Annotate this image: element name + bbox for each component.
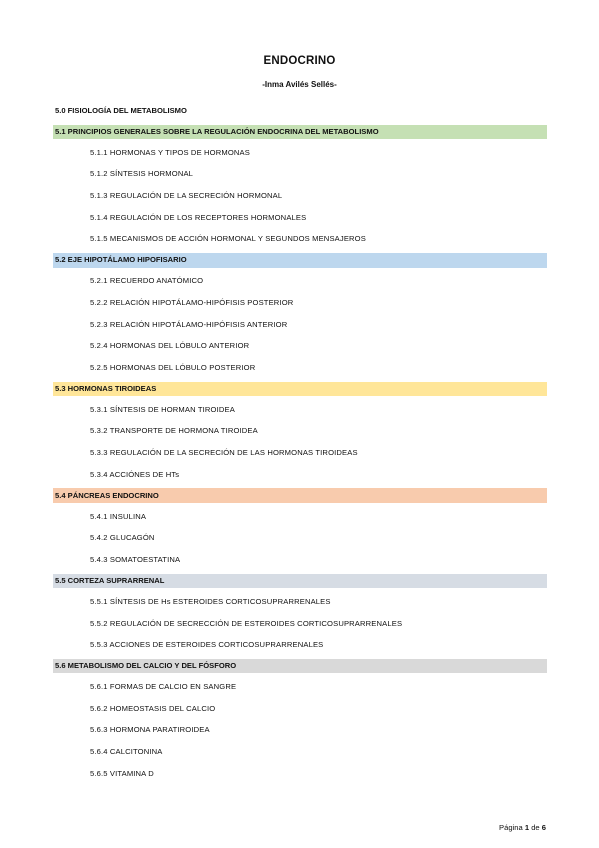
toc-subsection-item: 5.3.1 SÍNTESIS DE HORMAN TIROIDEA — [90, 404, 235, 414]
toc-subsection-item: 5.4.3 SOMATOESTATINA — [90, 554, 181, 564]
document-title: ENDOCRINO — [263, 55, 336, 67]
toc-subsection-item: 5.1.4 REGULACIÓN DE LOS RECEPTORES HORMONALES — [90, 212, 307, 222]
footer-page-number: 1 — [524, 823, 530, 832]
toc-section-header: 5.3 HORMONAS TIROIDEAS — [53, 382, 547, 397]
toc-subsection-item: 5.2.1 RECUERDO ANATÓMICO — [90, 276, 204, 286]
toc-subsection-item: 5.2.4 HORMONAS DEL LÓBULO ANTERIOR — [90, 341, 250, 351]
toc-subsection-item: 5.5.2 REGULACIÓN DE SECRECCIÓN DE ESTEROIDES CORTICOSUPRARRENALES — [90, 618, 403, 628]
toc-heading: 5.0 FISIOLOGÍA DEL METABOLISMO — [55, 105, 187, 115]
footer-total-pages: 6 — [541, 823, 546, 832]
toc-subsection-item: 5.1.1 HORMONAS Y TIPOS DE HORMONAS — [90, 147, 250, 157]
toc-subsection-item: 5.2.5 HORMONAS DEL LÓBULO POSTERIOR — [90, 362, 256, 372]
toc-subsection-item: 5.6.2 HOMEOSTASIS DEL CALCIO — [90, 703, 216, 713]
toc-section-header: 5.1 PRINCIPIOS GENERALES SOBRE LA REGULACIÓN ENDOCRINA DEL METABOLISMO — [53, 125, 547, 140]
toc-subsection-item: 5.6.3 HORMONA PARATIROIDEA — [90, 725, 210, 735]
toc-subsection-item: 5.6.5 VITAMINA D — [90, 768, 154, 778]
toc-subsection-item: 5.3.2 TRANSPORTE DE HORMONA TIROIDEA — [90, 426, 258, 436]
toc-sections — [53, 125, 547, 785]
toc-subsection-item: 5.1.3 REGULACIÓN DE LA SECRECIÓN HORMONAL — [90, 191, 283, 201]
footer-of: de — [531, 823, 540, 832]
toc-section-header: 5.5 CORTEZA SUPRARRENAL — [53, 574, 547, 589]
toc-section-header: 5.6 METABOLISMO DEL CALCIO Y DEL FÓSFORO — [53, 659, 547, 674]
document-author: -Inma Avilés Sellés- — [262, 80, 337, 89]
toc-subsection-item: 5.1.5 MECANISMOS DE ACCIÓN HORMONAL Y SEGUNDOS MENSAJEROS — [90, 234, 366, 244]
toc-subsection-item: 5.5.3 ACCIONES DE ESTEROIDES CORTICOSUPRARRENALES — [90, 640, 324, 650]
toc-subsection-item: 5.4.2 GLUCAGÓN — [90, 533, 155, 543]
toc-subsection-item: 5.2.3 RELACIÓN HIPOTÁLAMO-HIPÓFISIS ANTERIOR — [90, 319, 288, 329]
footer-prefix: Página — [499, 823, 523, 832]
page-footer — [499, 823, 546, 832]
toc-subsection-item: 5.4.1 INSULINA — [90, 511, 147, 521]
toc-subsection-item: 5.5.1 SÍNTESIS DE Hs ESTEROIDES CORTICOSUPRARRENALES — [90, 596, 331, 606]
toc-subsection-item: 5.6.4 CALCITONINA — [90, 747, 163, 757]
toc-subsection-item: 5.2.2 RELACIÓN HIPOTÁLAMO-HIPÓFISIS POSTERIOR — [90, 297, 294, 307]
toc-section-header: 5.4 PÁNCREAS ENDOCRINO — [53, 488, 547, 503]
toc-subsection-item: 5.3.4 ACCIÓNES DE HTs — [90, 469, 180, 479]
toc-subsection-item: 5.1.2 SÍNTESIS HORMONAL — [90, 169, 194, 179]
toc-subsection-item: 5.3.3 REGULACIÓN DE LA SECRECIÓN DE LAS HORMONAS TIROIDEAS — [90, 448, 358, 458]
table-of-contents — [53, 100, 547, 784]
toc-section-header: 5.2 EJE HIPOTÁLAMO HIPOFISARIO — [53, 253, 547, 268]
toc-subsection-item: 5.6.1 FORMAS DE CALCIO EN SANGRE — [90, 682, 237, 692]
